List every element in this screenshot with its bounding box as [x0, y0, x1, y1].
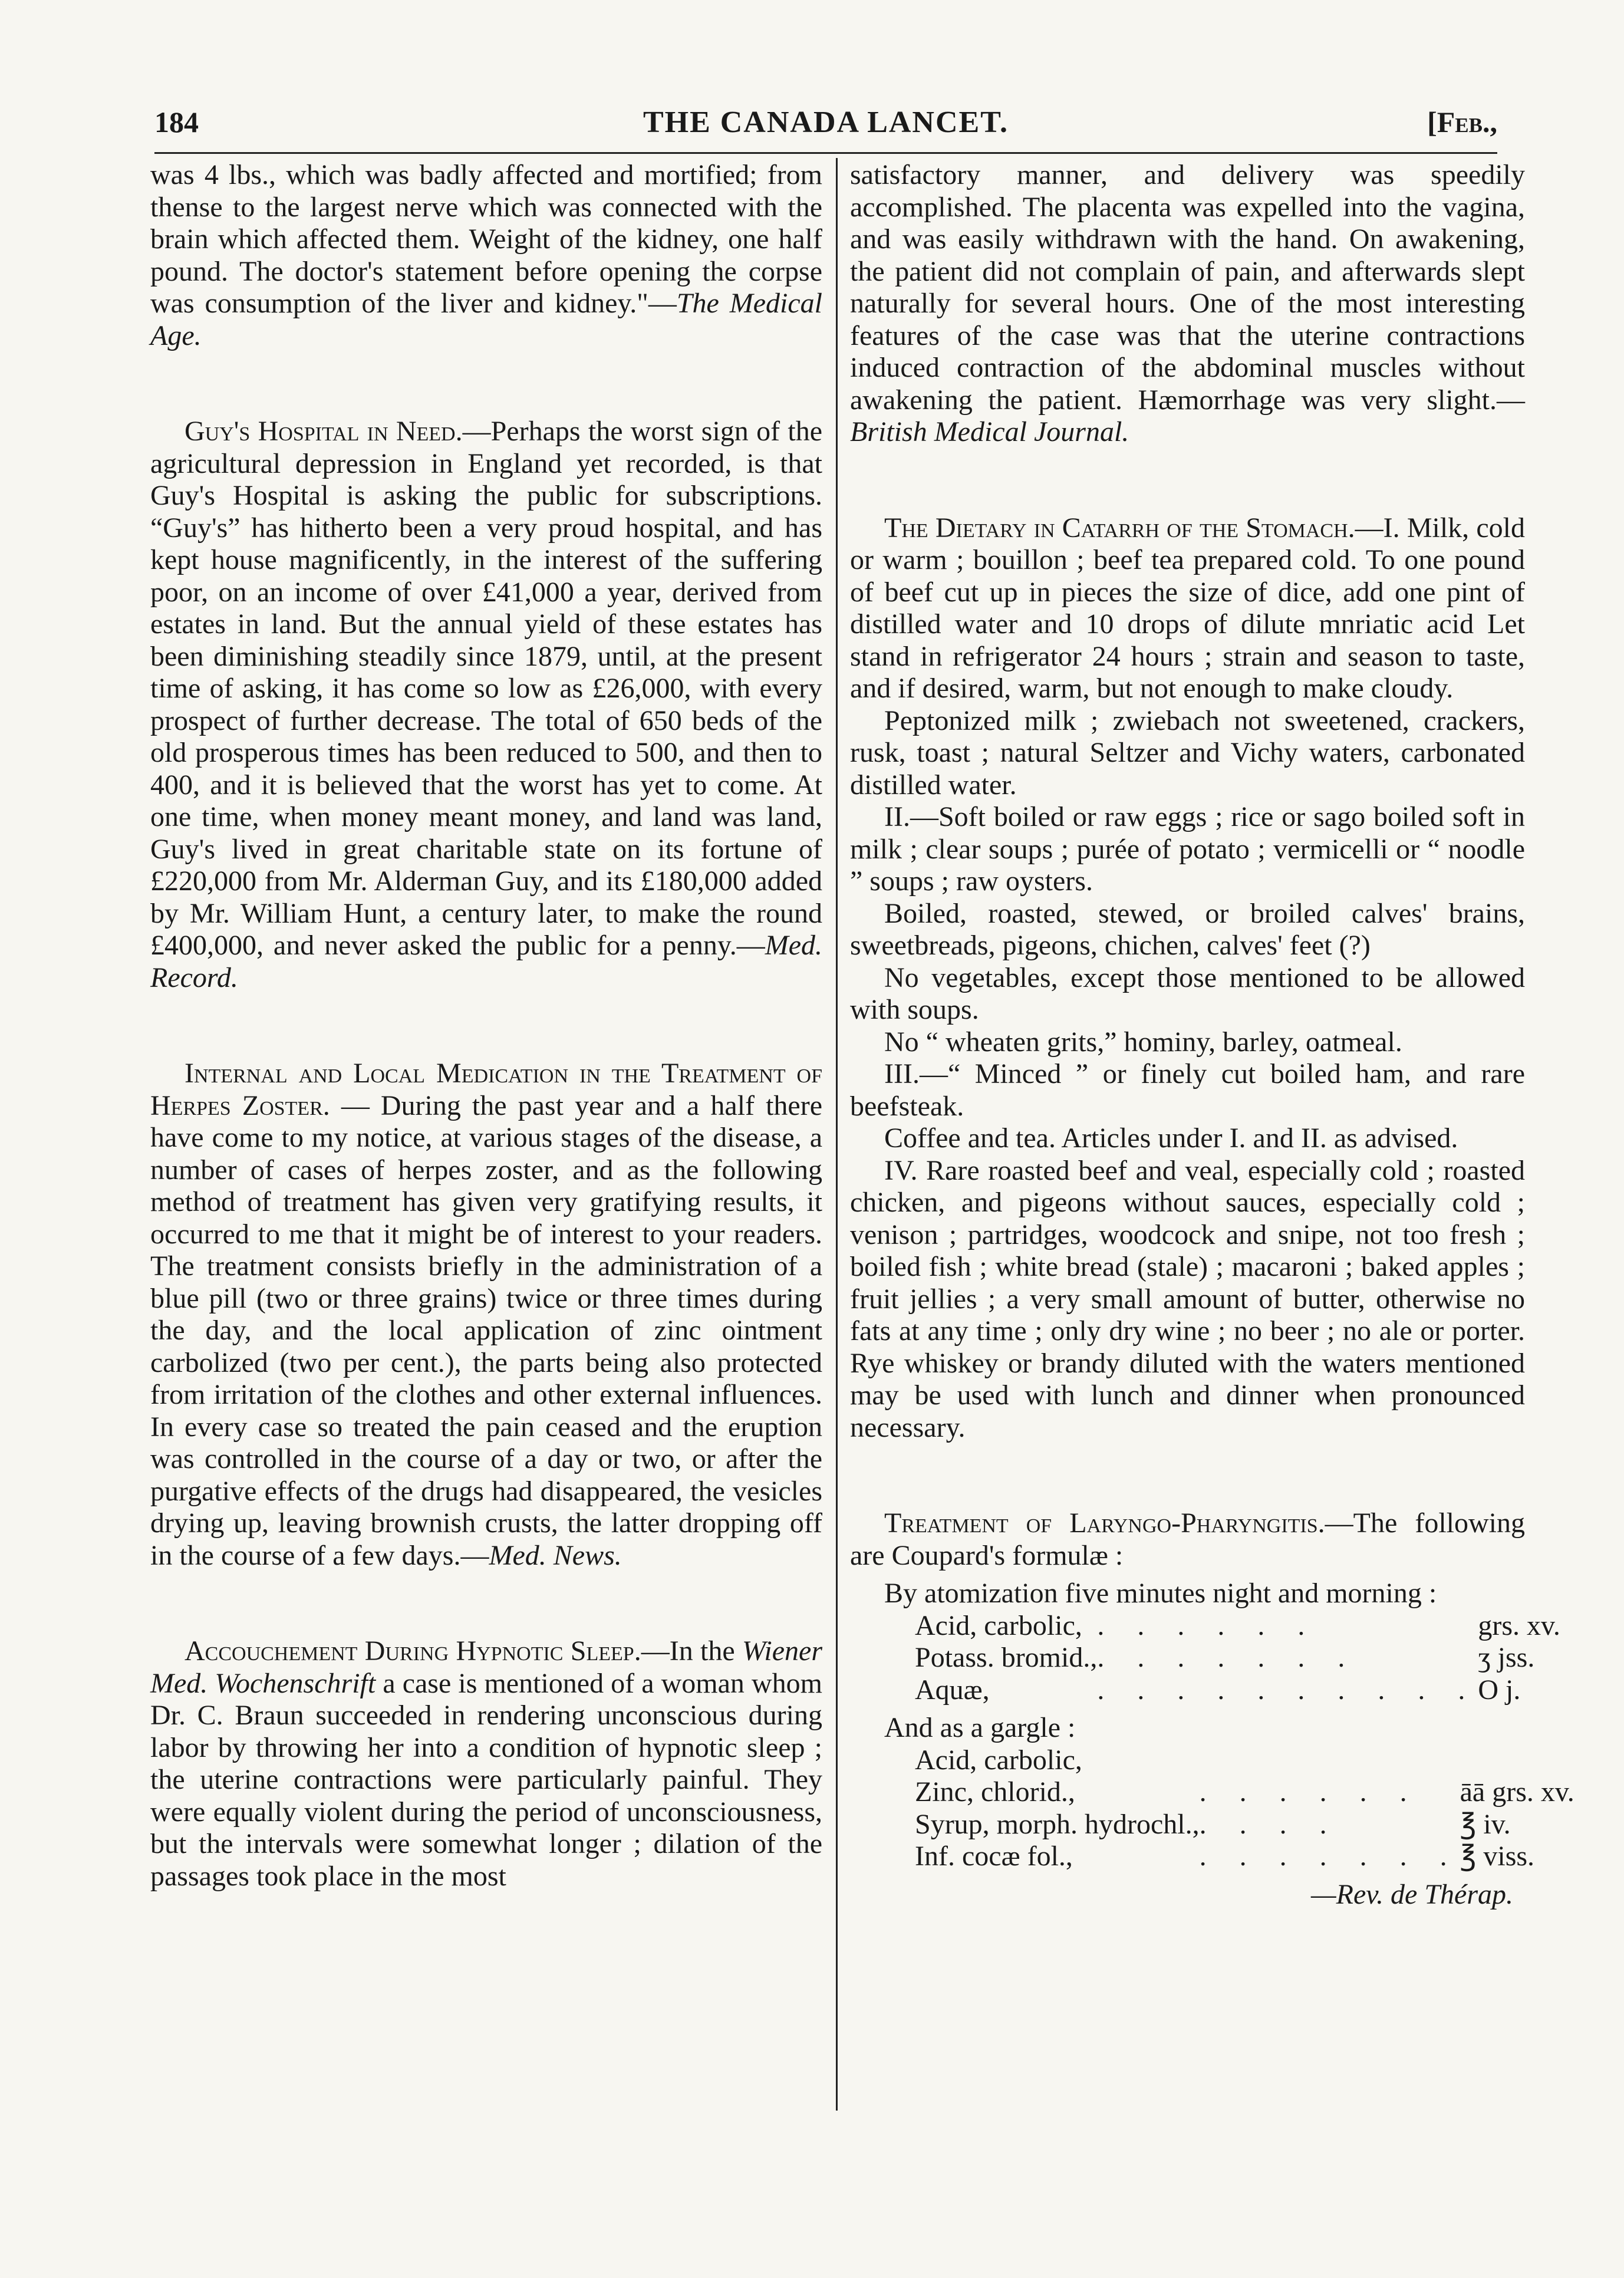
article-paragraph — [150, 159, 822, 352]
article-body: a case is mentioned of a woman whom Dr. C. Braun succeeded in rendering unconscious during labor by throwing her into a condition of hypnotic sleep ; the uterine contractions were particularly painful. They were equally violent during the period of unconsciousness, but the intervals were somewhat longer ; dilation of the passages took place in the most — [150, 1667, 822, 1892]
article-hypnotic-continued — [850, 159, 1525, 449]
article-paragraph: Coffee and tea. Articles under I. and II. as advised. — [884, 1122, 1458, 1154]
atomization-formula — [915, 1610, 1560, 1707]
formula-row — [915, 1809, 1574, 1841]
formula-amount: ℥ iv. — [1460, 1808, 1511, 1840]
article-paragraph: No “ wheaten grits,” hominy, barley, oatmeal. — [884, 1026, 1402, 1058]
formula-leader: . . . . . . — [1199, 1776, 1420, 1808]
source-citation: —Rev. de Thérap. — [1310, 1878, 1513, 1910]
article-heading: Accouchement During Hypnotic Sleep. — [185, 1635, 641, 1667]
header-rule — [154, 152, 1497, 154]
formula-label: And as a gargle : — [884, 1712, 1076, 1743]
article-paragraph — [150, 1058, 822, 1572]
article-paragraph — [850, 159, 1525, 449]
article-body: —Perhaps the worst sign of the agricultural depression in England yet recorded, is that Guy's Hospital is asking the public for subscriptions. “Guy's” has hitherto been a very proud hospital, and has kept house magnificently, in the interest of the suffering poor, on an income of over £41,000 a year, derived from estates in land. But the annual yield of these estates has been diminishing steadily since 1879, until, at the present time of asking, it has come so low as £26,000, with every prospect of further decrease. The total of 650 beds of the old prosperous times has been reduced to 500, and then to 400, and it is believed that the worst has yet to come. At one time, when money meant money, and land was land, Guy's lived in great charitable state on its fortune of £220,000 from Mr. Alderman Guy, and its £180,000 added by Mr. William Hunt, a century later, to make the round £400,000, and never asked the public for a penny.— — [150, 416, 823, 961]
article-heading: Guy's Hospital in Need. — [185, 416, 463, 447]
source-citation: British Medical Journal. — [850, 416, 1129, 447]
source-citation: Med. News. — [489, 1539, 622, 1571]
formula-leader: . . . . — [1199, 1808, 1340, 1840]
article-gap — [150, 1572, 822, 1635]
formula-row — [915, 1776, 1574, 1809]
formula-drug: Potass. bromid., — [915, 1642, 1098, 1673]
article-continuation — [150, 159, 822, 352]
article-paragraph: Peptonized milk ; zwiebach not sweetened, crackers, rusk, toast ; natural Seltzer and Vichy waters, carbonated distilled water. — [850, 705, 1525, 801]
article-paragraph — [850, 512, 1525, 705]
formula-row — [915, 1744, 1574, 1777]
article-gap — [850, 1444, 1525, 1507]
formula-drug: Acid, carbolic, — [915, 1609, 1082, 1641]
formula-drug: Inf. cocæ fol., — [915, 1841, 1073, 1872]
issue-month: [Feb., — [1427, 106, 1497, 139]
article-paragraph: III.—“ Minced ” or finely cut boiled ham, and rare beefsteak. — [850, 1058, 1525, 1122]
running-header — [154, 105, 1497, 152]
article-laryngo-pharyngitis — [850, 1507, 1574, 1911]
article-body: —The following are Coupard's formulæ : — [850, 1507, 1525, 1571]
article-paragraph: II.—Soft boiled or raw eggs ; rice or sago boiled soft in milk ; clear soups ; purée of potato ; vermicelli or “ noodle ” soups ; raw oysters. — [850, 801, 1525, 897]
formula-leader: . . . . . . — [1097, 1609, 1318, 1641]
journal-title: THE CANADA LANCET. — [643, 106, 1009, 139]
formula-amount: ʒ jss. — [1478, 1642, 1535, 1673]
formula-leader: . . . . . . . — [1199, 1841, 1460, 1872]
article-body: —I. Milk, cold or warm ; bouillon ; beef tea prepared cold. To one pound of beef cut up in pieces the size of dice, add one pint of distilled water and 10 drops of dilute mnriatic acid Let stand in refrigerator 24 hours ; strain and season to taste, and if desired, warm, but not enough to make cloudy. — [850, 512, 1525, 704]
article-body: satisfactory manner, and delivery was speedily accomplished. The placenta was expelled into the vagina, and was easily withdrawn with the hand. On awakening, the patient did not complain of pain, and afterwards slept naturally for several hours. One of the most interesting features of the case was that the uterine contractions induced contraction of the abdominal muscles without awakening the patient. Hæmorrhage was very slight.— — [850, 159, 1525, 416]
source-citation: Med. Record. — [150, 930, 822, 993]
gargle-formula — [915, 1744, 1574, 1873]
article-body: —In the — [641, 1635, 743, 1667]
article-gap — [850, 449, 1525, 512]
formula-drug: Aquæ, — [915, 1674, 990, 1706]
formula-amount: ℥ viss. — [1460, 1841, 1535, 1872]
source-citation: The Medical Age. — [150, 288, 822, 351]
article-heading: Treatment of Laryngo-Pharyngitis. — [884, 1507, 1325, 1539]
article-paragraph: IV. Rare roasted beef and veal, especially cold ; roasted chicken, and pigeons without sauces, especially cold ; venison ; partridges, woodcock and snipe, not too fresh ; boiled fish ; white bread (stale) ; macaroni ; baked apples ; fruit jellies ; a very small amount of butter, otherwise no fats at any time ; only dry wine ; no beer ; no ale or porter. Rye whiskey or brandy diluted with the waters mentioned may be used with lunch and dinner when pronounced necessary. — [850, 1154, 1525, 1443]
article-hypnotic-sleep — [150, 1635, 822, 1892]
formula-leader: . . . . . . . — [1097, 1642, 1358, 1673]
formula-amount — [1460, 1744, 1574, 1777]
article-body: — During the past year and a half there have come to my notice, at various stages of the disease, a number of cases of herpes zoster, and as the following method of treatment has given very gratifying results, it occurred to me that it might be of interest to your readers. The treatment consists briefly in the administration of a blue pill (two or three grains) twice or three times during the day, and the local application of zinc ointment carbolized (two per cent.), the parts being also protected from irritation of the clothes and other external influences. In every case so treated the pain ceased and the eruption was controlled in the course of a day or two, or after the purgative effects of the drugs had disappeared, the vesicles drying up, leaving brownish crusts, the latter dropping off in the course of a few days.— — [150, 1089, 823, 1571]
column-divider — [836, 158, 838, 2111]
article-dietary-catarrh — [850, 512, 1525, 1444]
formula-drug: Zinc, chlorid., — [915, 1776, 1075, 1808]
continuation-text: was 4 lbs., which was badly affected and mortified; from thense to the largest nerve which was connected with the brain which affected them. Weight of the kidney, one half pound. The doctor's statement before opening the corpse was consumption of the liver and kidney."— — [150, 159, 822, 319]
formula-row — [915, 1642, 1560, 1674]
left-column — [150, 159, 822, 1892]
article-gap — [150, 352, 822, 416]
right-column — [850, 159, 1574, 1911]
article-heading: Internal and Local Medication in the Treatment of Herpes Zoster. — [150, 1058, 822, 1121]
article-paragraph: No vegetables, except those mentioned to be allowed with soups. — [850, 962, 1525, 1025]
formula-row — [915, 1610, 1560, 1642]
formula-amount: āā grs. xv. — [1460, 1776, 1574, 1808]
journal-name: Wiener Med. Wochenschrift — [150, 1635, 822, 1699]
article-paragraph — [850, 1507, 1525, 1572]
article-gap — [150, 994, 822, 1058]
formula-label: By atomization five minutes night and morning : — [884, 1578, 1437, 1609]
formula-amount: grs. xv. — [1478, 1609, 1560, 1641]
article-paragraph — [150, 1635, 822, 1892]
formula-leader — [1200, 1744, 1460, 1777]
formula-drug: Acid, carbolic, — [915, 1744, 1082, 1776]
formula-row — [915, 1674, 1560, 1707]
article-heading: The Dietary in Catarrh of the Stomach. — [884, 512, 1355, 544]
article-paragraph — [150, 416, 822, 994]
formula-leader: . . . . . . . . . . — [1097, 1674, 1478, 1706]
formula-row — [915, 1841, 1574, 1873]
article-paragraph: Boiled, roasted, stewed, or broiled calves' brains, sweetbreads, pigeons, chichen, calves' feet (?) — [850, 897, 1525, 961]
page-number: 184 — [154, 106, 199, 139]
formula-drug: Syrup, morph. hydrochl., — [915, 1808, 1200, 1840]
article-guys-hospital — [150, 416, 822, 994]
formula-amount: O j. — [1478, 1674, 1521, 1706]
article-herpes-zoster — [150, 1058, 822, 1572]
